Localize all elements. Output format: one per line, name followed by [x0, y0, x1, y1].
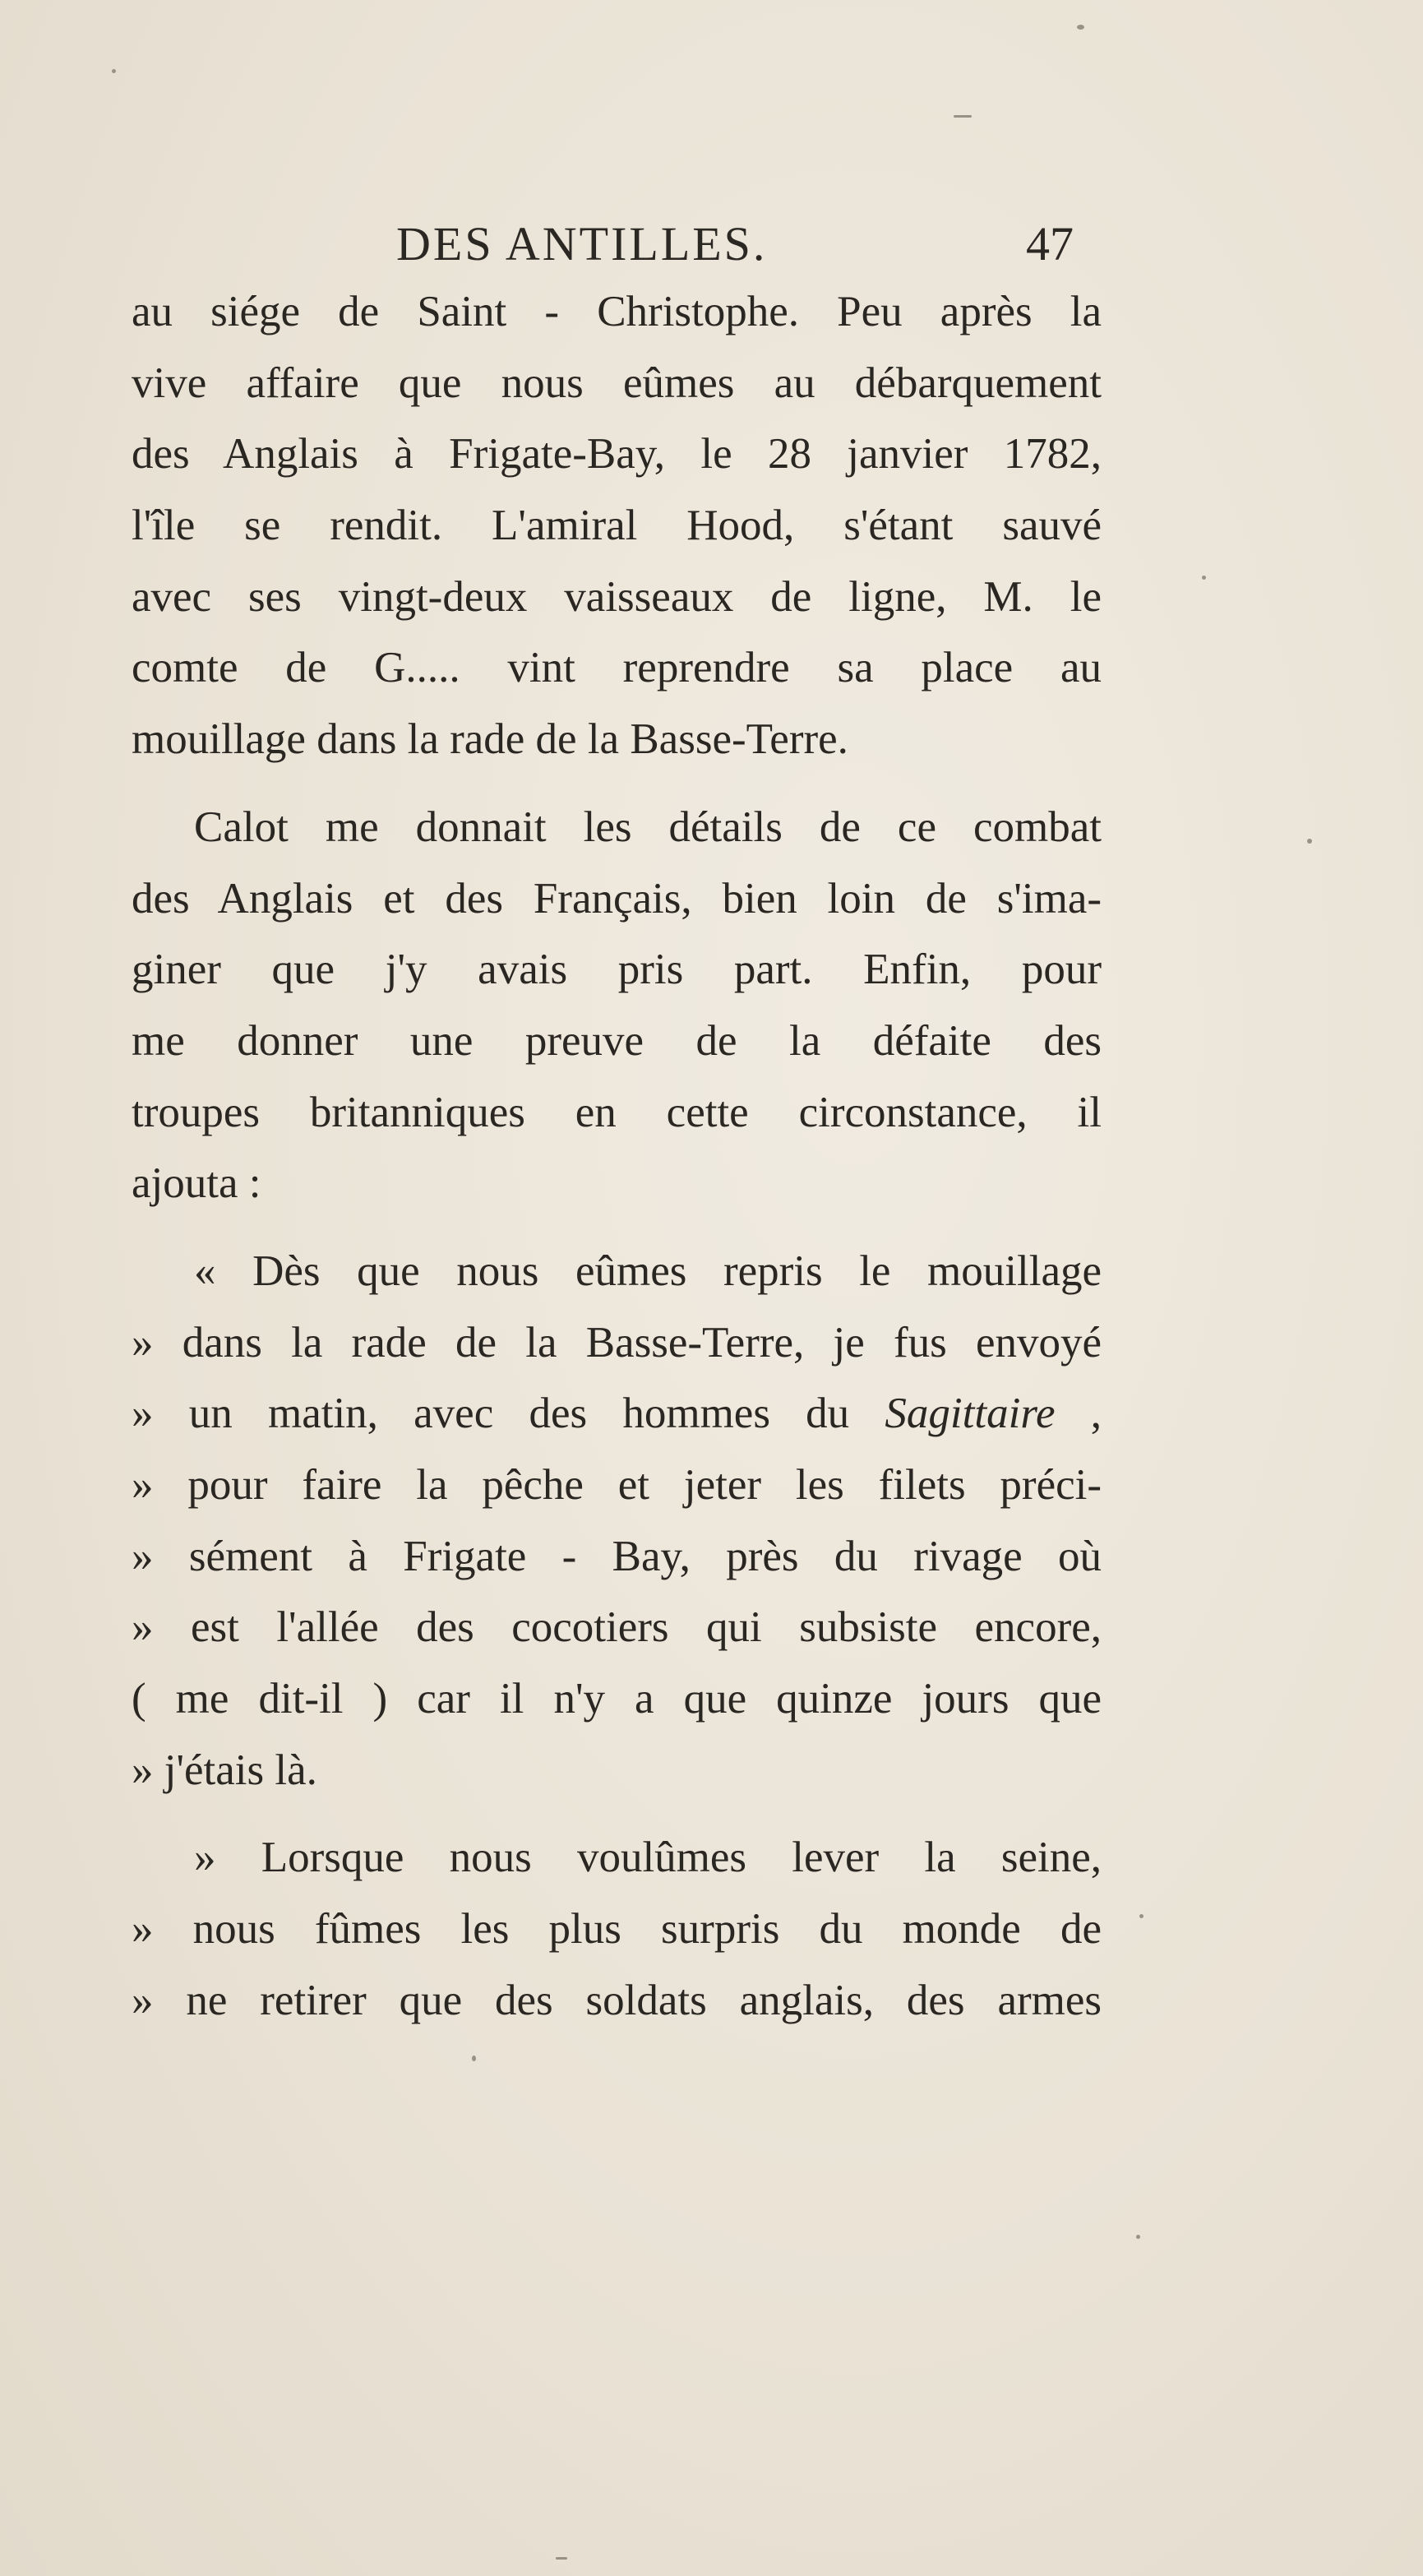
text-line: avec ses vingt-deux vaisseaux de ligne, M. le: [132, 572, 1102, 621]
page-header: [132, 215, 1093, 273]
text-line: » ne retirer que des soldats anglais, des armes: [132, 1976, 1102, 2024]
paragraph-gap: [132, 775, 1102, 792]
text-segment: » un matin, avec des hommes du: [132, 1390, 850, 1438]
paper-speck: [954, 115, 972, 118]
paper-speck: [1136, 2235, 1140, 2239]
text-line: vive affaire que nous eûmes au débarquement: [132, 358, 1102, 407]
page-number: 47: [1026, 217, 1074, 271]
text-segment: ,: [1090, 1390, 1102, 1438]
paragraph-4: [132, 1822, 1102, 2036]
text-line-with-italic: [132, 1378, 1102, 1450]
paper-speck: [472, 2056, 476, 2061]
text-line: me donner une preuve de la défaite des: [132, 1016, 1102, 1065]
text-line: des Anglais à Frigate-Bay, le 28 janvier 1782,: [132, 430, 1102, 479]
paragraph-gap: [132, 1219, 1102, 1236]
text-line: » dans la rade de la Basse-Terre, je fus envoyé: [132, 1318, 1102, 1367]
text-line: l'île se rendit. L'amiral Hood, s'étant sauvé: [132, 502, 1102, 550]
paragraph-2: [132, 792, 1102, 1219]
paper-speck: [1307, 839, 1312, 844]
paragraph-gap: [132, 1806, 1102, 1822]
text-line: « Dès que nous eûmes repris le mouillage: [194, 1246, 1102, 1295]
text-line: ajouta :: [132, 1159, 261, 1208]
paper-speck: [1202, 576, 1206, 580]
text-line: des Anglais et des Français, bien loin de s'ima-: [132, 874, 1102, 923]
text-line: » j'étais là.: [132, 1746, 317, 1794]
paragraph-3: [132, 1236, 1102, 1806]
paper-speck: [556, 2557, 567, 2560]
running-title: DES ANTILLES.: [396, 217, 768, 271]
text-line: » Lorsque nous voulûmes lever la seine,: [194, 1834, 1102, 1882]
paragraph-1: [132, 276, 1102, 775]
text-line: » nous fûmes les plus surpris du monde de: [132, 1905, 1102, 1954]
paper-speck: [1139, 1914, 1143, 1918]
text-line: Calot me donnait les détails de ce combat: [194, 802, 1102, 851]
ship-name: Sagittaire: [885, 1390, 1056, 1438]
text-line: au siége de Saint - Christophe. Peu après la: [132, 288, 1102, 335]
text-line: mouillage dans la rade de la Basse-Terre.: [132, 715, 848, 764]
body-text: [132, 276, 1102, 2037]
text-line: comte de G..... vint reprendre sa place au: [132, 644, 1102, 692]
text-line: » pour faire la pêche et jeter les filets préci-: [132, 1461, 1102, 1509]
text-line: » est l'allée des cocotiers qui subsiste encore,: [132, 1603, 1102, 1652]
paper-speck: [1077, 25, 1084, 30]
paper-speck: [112, 69, 116, 73]
text-line: » sément à Frigate - Bay, près du rivage où: [132, 1532, 1102, 1580]
text-line: troupes britanniques en cette circonstance, il: [132, 1088, 1102, 1136]
text-line: ( me dit-il ) car il n'y a que quinze jours que: [132, 1675, 1102, 1723]
text-line: giner que j'y avais pris part. Enfin, pour: [132, 946, 1102, 994]
